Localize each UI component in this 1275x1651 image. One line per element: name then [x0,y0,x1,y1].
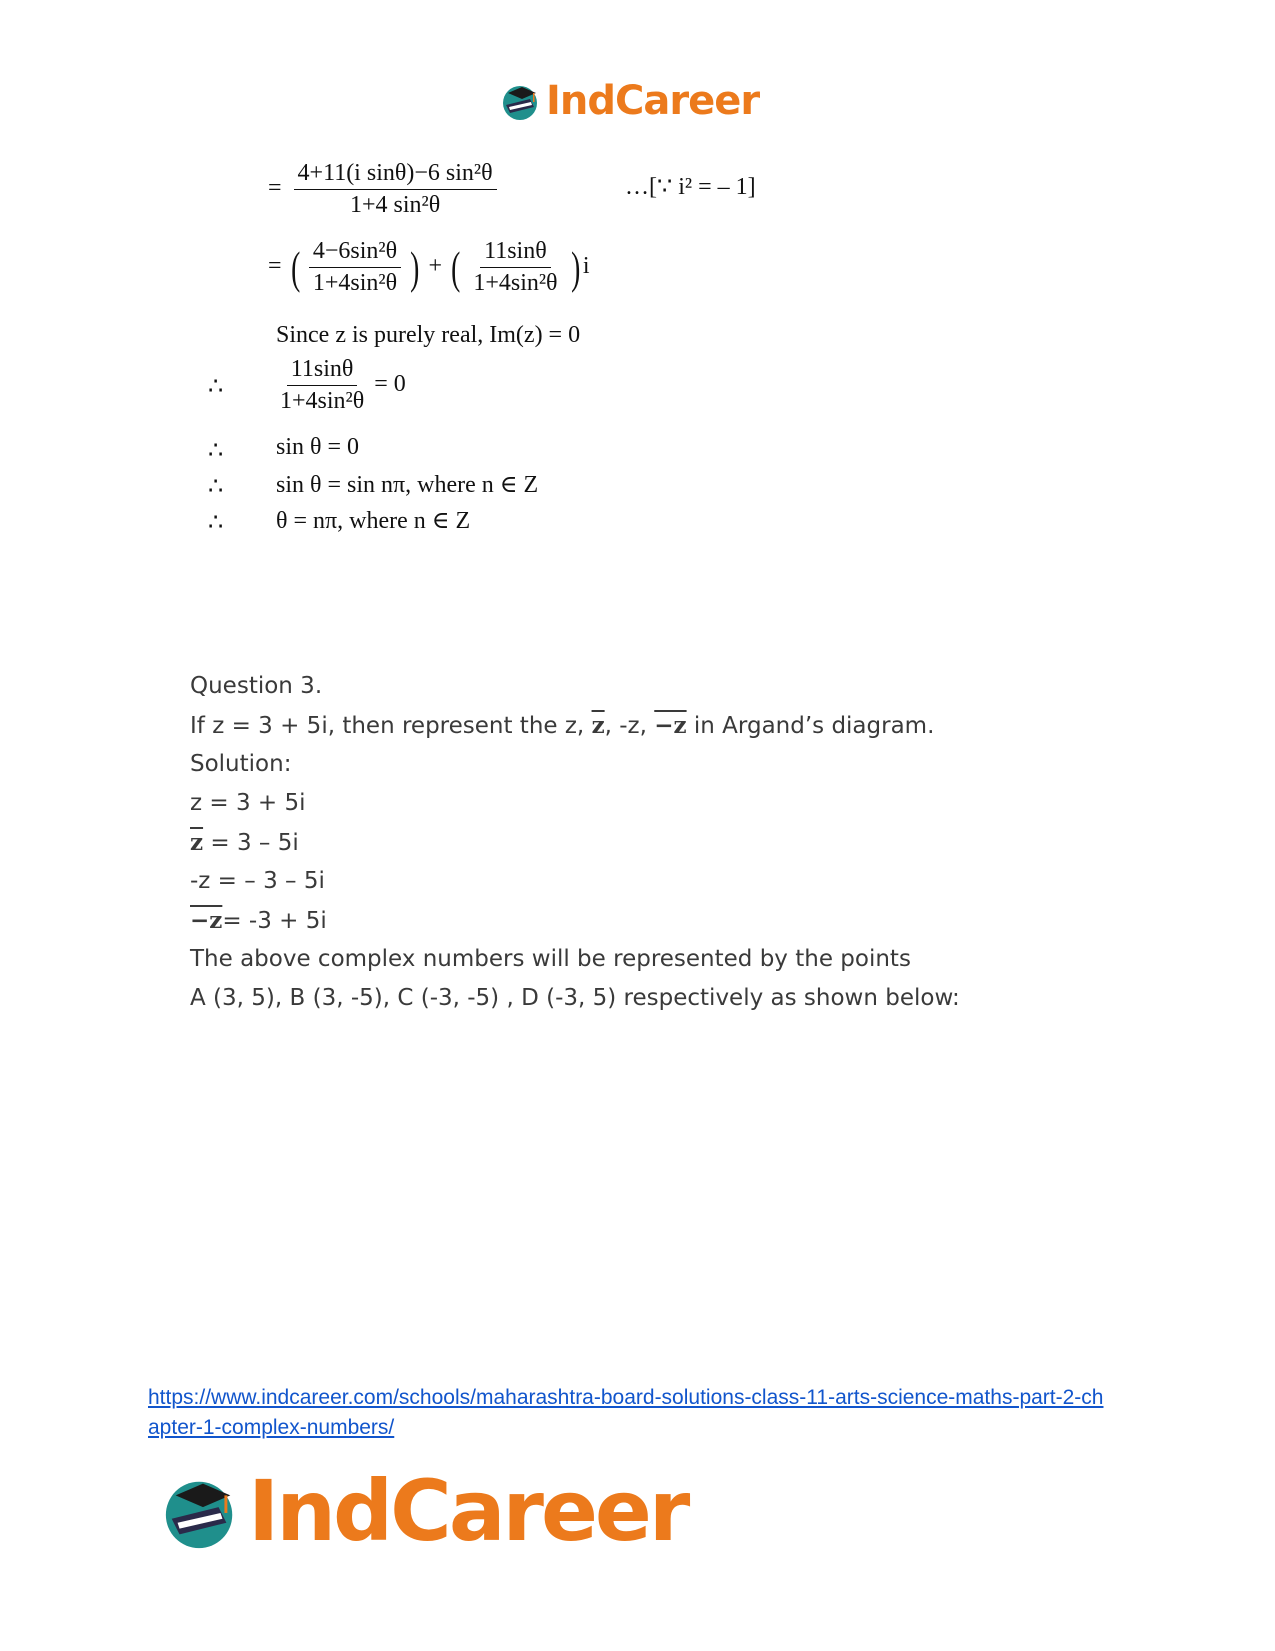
neg-z-bar: −z [190,907,223,934]
eq2-b-numerator: 11sinθ [480,238,551,268]
question-title: Question 3. [190,673,323,699]
eq2-a-denominator: 1+4sin²θ [312,270,398,296]
logo-text: IndCareer [248,1462,688,1560]
eq3-numerator: 11sinθ [287,356,358,386]
eq3-rhs: = 0 [374,371,406,398]
solution-line-1: z = 3 + 5i [190,790,306,816]
step-3: θ = nπ, where n ∈ Z [276,508,471,534]
equation-1: = $\frac{\text{4+11(i sinθ)−6 sin²θ}}{\text{1+4 sin²θ}}$ [268,160,497,219]
neg-z-bar: −z [654,712,687,739]
solution-line-2: $\overline{z} = 3 - 5i$ [190,829,299,856]
step-2: sin θ = sin nπ, where n ∈ Z [276,472,539,498]
eq1-denominator: 1+4 sin²θ [349,192,441,218]
therefore-symbol: ∴ [208,474,224,500]
since-statement: Since z is purely real, Im(z) = 0 [276,322,581,348]
solution-label: Solution: [190,751,292,777]
therefore-symbol: ∴ [208,438,224,464]
solution-line-6: A (3, 5), B (3, -5), C (-3, -5) , D (-3, 5) respectively as shown below: [190,985,960,1011]
eq1-numerator: 4+11(i sinθ)−6 sin²θ [294,160,497,190]
therefore-symbol: ∴ [208,510,224,536]
step-1: sin θ = 0 [276,434,360,460]
header-logo[interactable] [500,78,759,124]
z-bar: $\overline{z}$ [591,712,605,739]
equation-2: = ( $\frac{\text{4−6sin²θ}}{\text{1+4sin²θ}}$ ) + ( $\frac{11\sin\theta}{\text{1+4sin²θ}}$ ) i [268,238,590,296]
eq2-b-denominator: 1+4sin²θ [473,270,558,296]
question-prompt: If z = 3 + 5i, then represent the z, $\overline{z}$, -z, −z in Argand’s diagram. [190,712,935,739]
graduation-book-icon [160,1471,242,1551]
eq2-a-numerator: 4−6sin²θ [309,238,401,268]
z-bar: $\overline{z}$ [190,829,204,856]
solution-line-3: -z = – 3 – 5i [190,868,325,894]
source-url-link[interactable]: https://www.indcareer.com/schools/maharashtra-board-solutions-class-11-arts-science-maths-part-2-chapter-1-complex-numbers/ [148,1386,1104,1439]
logo-text: IndCareer [546,78,760,124]
equation-3 [276,356,406,415]
therefore-symbol: ∴ [208,374,224,400]
eq1-note: …[∵ i² = – 1] [625,174,756,200]
eq3-denominator: 1+4sin²θ [280,388,365,414]
solution-line-4: −z= -3 + 5i [190,907,327,934]
footer-logo[interactable] [160,1462,687,1560]
graduation-book-icon [500,81,542,121]
solution-line-5: The above complex numbers will be represented by the points [190,946,911,972]
